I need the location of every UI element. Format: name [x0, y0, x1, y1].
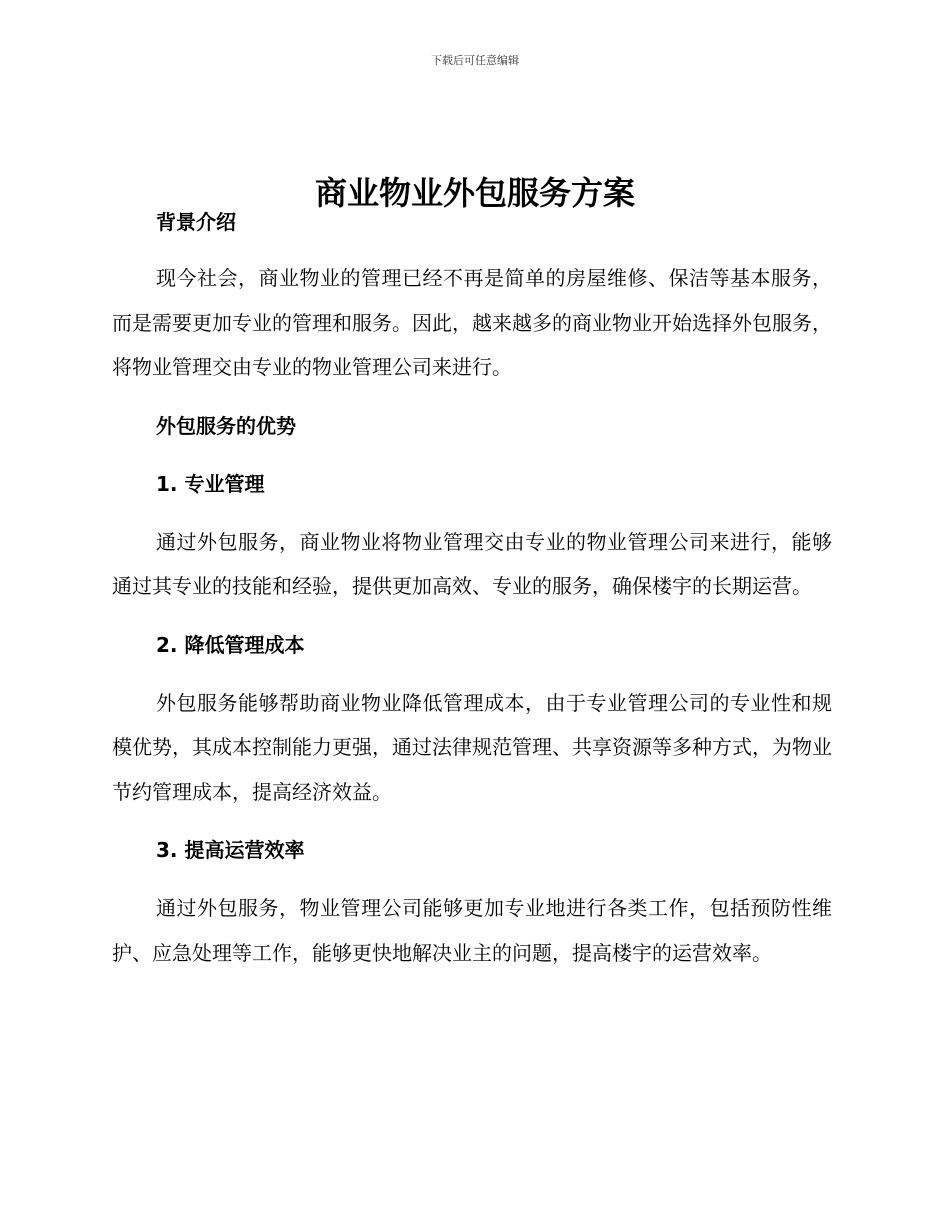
section-heading-efficiency: 3. 提高运营效率	[156, 838, 305, 862]
document-title: 商业物业外包服务方案	[314, 174, 635, 213]
section-heading-advantages: 外包服务的优势	[156, 413, 296, 438]
section-paragraph-reduce-cost: 外包服务能够帮助商业物业降低管理成本，由于专业管理公司的专业性和规模优势，其成本控制能力更强，通过法律规范管理、共享资源等多种方式，为物业节约管理成本，提高经济效益。	[112, 690, 832, 804]
header-note: 下载后可任意编辑	[431, 54, 519, 67]
section-heading-background: 背景介绍	[156, 210, 236, 234]
section-heading-professional-management: 1. 专业管理	[156, 471, 265, 496]
document-body	[112, 200, 832, 975]
section-paragraph-professional-management: 通过外包服务，商业物业将物业管理交由专业的物业管理公司来进行，能够通过其专业的技能和经验，提供更加高效、专业的服务，确保楼宇的长期运营。	[112, 529, 832, 598]
section-paragraph-background: 现今社会，商业物业的管理已经不再是简单的房屋维修、保洁等基本服务，而是需要更加专业的管理和服务。因此，越来越多的商业物业开始选择外包服务，将物业管理交由专业的物业管理公司来进行。	[112, 266, 832, 379]
section-paragraph-efficiency: 通过外包服务，物业管理公司能够更加专业地进行各类工作，包括预防性维护、应急处理等工作，能够更快地解决业主的问题，提高楼宇的运营效率。	[112, 896, 832, 965]
section-heading-reduce-cost: 2. 降低管理成本	[156, 632, 305, 657]
